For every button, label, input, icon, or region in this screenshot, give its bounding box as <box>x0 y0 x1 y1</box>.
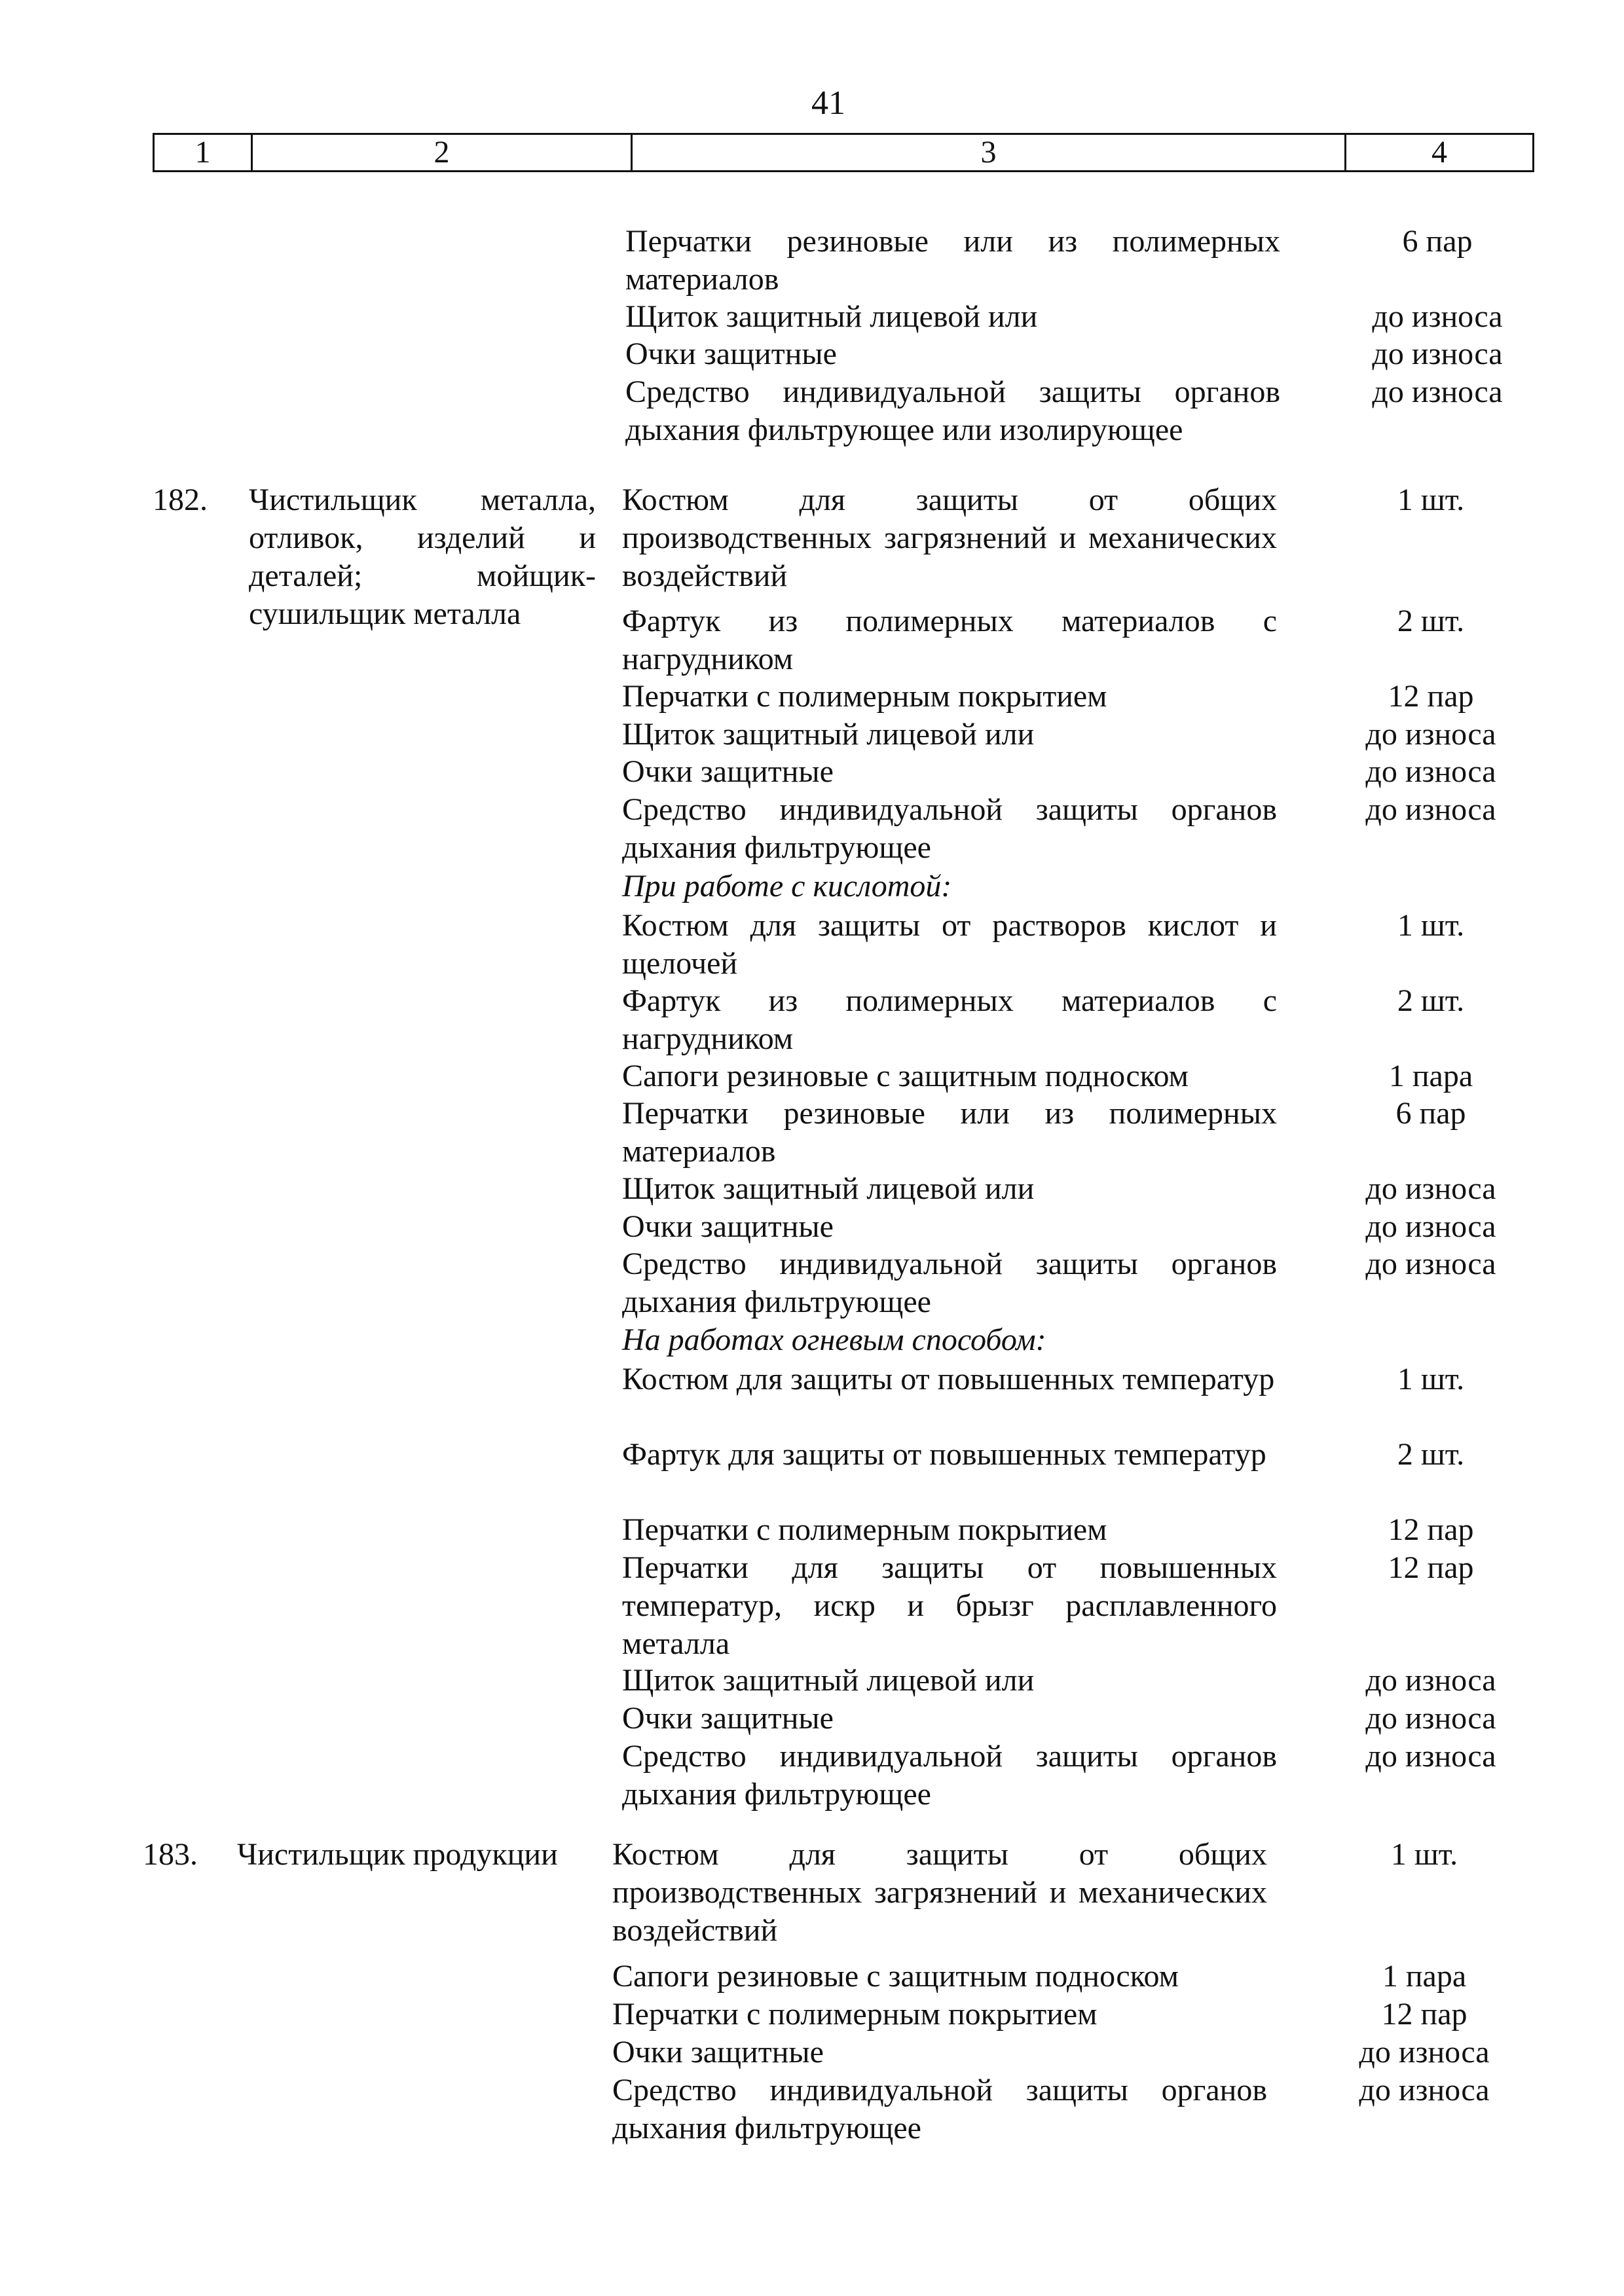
protective-item: Костюм для защиты от общих производственных загрязнений и механических воздействий <box>612 1837 1267 1948</box>
protective-item: Костюм для защиты от повышенных температур <box>622 1362 1275 1396</box>
issue-norm: до износа <box>1365 1701 1496 1736</box>
issue-norm: до износа <box>1372 337 1503 371</box>
issue-norm: до износа <box>1365 1739 1496 1774</box>
condition-heading: При работе с кислотой: <box>622 869 952 903</box>
protective-item: Перчатки резиновые или из полимерных материалов <box>622 1096 1277 1169</box>
issue-norm: 1 шт. <box>1390 1837 1458 1872</box>
issue-norm: до износа <box>1365 1247 1496 1281</box>
protective-item: Очки защитные <box>622 1701 834 1736</box>
page-number: 41 <box>811 84 845 122</box>
protective-item: Фартук из полимерных материалов с нагрудником <box>622 604 1277 676</box>
condition-heading: На работах огневым способом: <box>622 1322 1046 1357</box>
issue-norm: 2 шт. <box>1397 1437 1465 1472</box>
occupation-name: Чистильщик продукции <box>237 1837 558 1872</box>
issue-norm: до износа <box>1365 1171 1496 1206</box>
column-header-1: 1 <box>155 135 253 170</box>
protective-item: Очки защитные <box>622 754 834 789</box>
protective-item: Щиток защитный лицевой или <box>622 1663 1035 1698</box>
issue-norm: 1 пара <box>1382 1959 1467 1994</box>
issue-norm: 1 пара <box>1388 1059 1473 1093</box>
entry-number: 182. <box>153 483 208 517</box>
issue-norm: до износа <box>1365 717 1496 752</box>
issue-norm: 6 пар <box>1395 1096 1466 1131</box>
issue-norm: до износа <box>1365 1663 1496 1698</box>
issue-norm: 1 шт. <box>1397 483 1465 517</box>
occupation-name: Чистильщик металла, отливок, изделий и деталей; мойщик-сушильщик металла <box>249 483 596 631</box>
issue-norm: 2 шт. <box>1397 604 1465 638</box>
protective-item: Перчатки для защиты от повышенных температур, искр и брызг расплавленного металла <box>622 1550 1277 1661</box>
protective-item: Сапоги резиновые с защитным подноском <box>612 1959 1179 1994</box>
protective-item: Средство индивидуальной защиты органов дыхания фильтрующее <box>622 1247 1277 1319</box>
protective-item: Очки защитные <box>625 337 837 371</box>
issue-norm: до износа <box>1359 2073 1490 2107</box>
issue-norm: 1 шт. <box>1397 908 1465 943</box>
issue-norm: до износа <box>1359 2035 1490 2069</box>
protective-item: Фартук из полимерных материалов с нагрудником <box>622 983 1277 1056</box>
issue-norm: до износа <box>1365 754 1496 789</box>
issue-norm: 1 шт. <box>1397 1362 1465 1396</box>
protective-item: Костюм для защиты от общих производственных загрязнений и механических воздействий <box>622 483 1277 593</box>
issue-norm: до износа <box>1365 792 1496 827</box>
column-header-3: 3 <box>633 135 1346 170</box>
protective-item: Сапоги резиновые с защитным подноском <box>622 1059 1189 1093</box>
issue-norm: до износа <box>1372 374 1503 409</box>
protective-item: Средство индивидуальной защиты органов дыхания фильтрующее <box>622 792 1277 865</box>
issue-norm: до износа <box>1372 299 1503 334</box>
column-header-2: 2 <box>253 135 633 170</box>
issue-norm: 2 шт. <box>1397 983 1465 1018</box>
issue-norm: 6 пар <box>1402 224 1473 259</box>
protective-item: Перчатки с полимерным покрытием <box>622 679 1107 714</box>
protective-item: Фартук для защиты от повышенных температур <box>622 1437 1266 1472</box>
protective-item: Щиток защитный лицевой или <box>625 299 1038 334</box>
protective-item: Перчатки резиновые или из полимерных материалов <box>625 224 1280 297</box>
issue-norm: 12 пар <box>1388 1550 1474 1585</box>
issue-norm: до износа <box>1365 1209 1496 1244</box>
protective-item: Очки защитные <box>612 2035 824 2069</box>
protective-item: Средство индивидуальной защиты органов дыхания фильтрующее <box>612 2073 1267 2145</box>
protective-item: Щиток защитный лицевой или <box>622 1171 1035 1206</box>
protective-item: Очки защитные <box>622 1209 834 1244</box>
column-header-4: 4 <box>1431 135 1447 170</box>
protective-item: Перчатки с полимерным покрытием <box>612 1997 1098 2032</box>
protective-item: Костюм для защиты от растворов кислот и щелочей <box>622 908 1277 981</box>
issue-norm: 12 пар <box>1381 1997 1467 2032</box>
protective-item: Щиток защитный лицевой или <box>622 717 1035 752</box>
protective-item: Перчатки с полимерным покрытием <box>622 1512 1107 1547</box>
entry-number: 183. <box>143 1837 198 1872</box>
protective-item: Средство индивидуальной защиты органов дыхания фильтрующее <box>622 1739 1277 1812</box>
protective-item: Средство индивидуальной защиты органов дыхания фильтрующее или изолирующее <box>625 374 1280 447</box>
issue-norm: 12 пар <box>1388 1512 1474 1547</box>
issue-norm: 12 пар <box>1388 679 1474 714</box>
